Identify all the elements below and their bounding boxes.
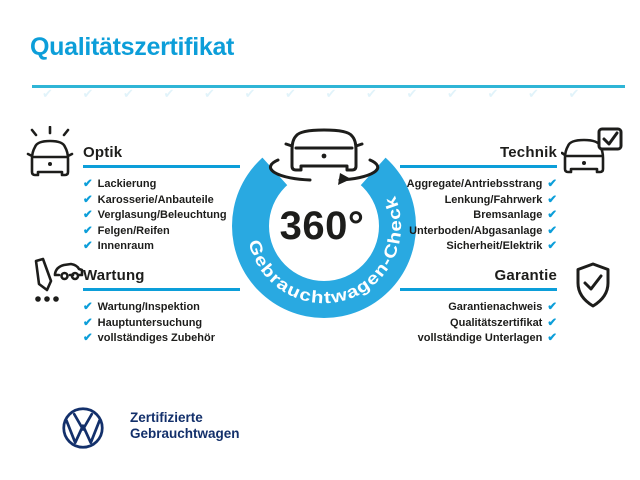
vw-logo xyxy=(61,406,105,450)
degree-label: 360° xyxy=(279,204,365,248)
check-item-label: Lenkung/Fahrwerk xyxy=(444,193,543,206)
check-item xyxy=(83,300,240,316)
section-title-optik: Optik xyxy=(83,144,123,161)
watermark-check-row: ✔ ✔ ✔ ✔ ✔ ✔ ✔ ✔ ✔ ✔ ✔ ✔ ✔ ✔ xyxy=(42,86,580,101)
service-checklist-icon xyxy=(26,257,84,305)
section-technik xyxy=(400,144,557,255)
check-icon: ✔ xyxy=(547,316,557,329)
section-underline-technik xyxy=(400,165,557,168)
check-item-label: vollständige Unterlagen xyxy=(417,332,543,344)
check-item-label: Aggregate/Antriebsstrang xyxy=(406,178,543,190)
check-item xyxy=(400,224,557,240)
check-item-label: Wartung/Inspektion xyxy=(97,301,200,313)
check-item xyxy=(83,177,240,193)
check-item-label: Innenraum xyxy=(97,240,154,252)
brand-claim xyxy=(130,410,240,442)
check-item xyxy=(83,224,240,240)
check-icon: ✔ xyxy=(83,224,93,237)
check-item xyxy=(400,300,557,316)
check-item-label: Qualitätszertifikat xyxy=(450,316,543,329)
check-item xyxy=(83,193,240,209)
check-item-label: Unterboden/Abgasanlage xyxy=(409,224,543,237)
shield-check-icon xyxy=(572,261,614,309)
wartung-item-list xyxy=(83,300,240,347)
section-garantie xyxy=(400,267,557,347)
section-optik xyxy=(83,144,240,255)
check-icon: ✔ xyxy=(83,178,93,190)
section-title-technik: Technik xyxy=(500,144,557,161)
check-item-label: Lackierung xyxy=(97,178,157,190)
check-icon: ✔ xyxy=(83,193,93,206)
section-title-garantie: Garantie xyxy=(494,267,557,284)
check-icon: ✔ xyxy=(83,240,93,252)
check-icon: ✔ xyxy=(83,301,93,313)
section-underline-wartung xyxy=(83,288,240,291)
section-underline-optik xyxy=(83,165,240,168)
section-underline-garantie xyxy=(400,288,557,291)
check-item-label: Sicherheit/Elektrik xyxy=(446,240,543,252)
check-icon: ✔ xyxy=(83,316,93,329)
check-item-label: Felgen/Reifen xyxy=(97,224,170,237)
check-item xyxy=(400,316,557,332)
brand-line-1: Zertifizierte xyxy=(130,410,203,425)
check-item xyxy=(83,316,240,332)
check-item-label: Garantienachweis xyxy=(448,301,543,313)
check-icon: ✔ xyxy=(547,332,557,344)
check-icon: ✔ xyxy=(547,224,557,237)
check-item xyxy=(400,239,557,255)
technik-item-list xyxy=(400,177,557,255)
check-icon: ✔ xyxy=(83,332,93,344)
check-item xyxy=(400,193,557,209)
check-icon: ✔ xyxy=(547,209,557,221)
check-item-label: Hauptuntersuchung xyxy=(97,316,203,329)
optik-item-list xyxy=(83,177,240,255)
check-icon: ✔ xyxy=(547,240,557,252)
check-item xyxy=(400,331,557,347)
check-icon: ✔ xyxy=(547,301,557,313)
brand-line-2: Gebrauchtwagen xyxy=(130,426,240,441)
check-icon: ✔ xyxy=(83,209,93,221)
check-item xyxy=(83,239,240,255)
ring-label: Gebrauchtwagen-Check xyxy=(244,195,406,308)
garantie-item-list xyxy=(400,300,557,347)
check-item xyxy=(400,208,557,224)
check-item-label: Verglasung/Beleuchtung xyxy=(97,209,227,221)
check-icon: ✔ xyxy=(547,178,557,190)
section-title-wartung: Wartung xyxy=(83,267,145,284)
car-checkbox-icon xyxy=(561,127,625,175)
check-item xyxy=(83,331,240,347)
section-wartung xyxy=(83,267,240,347)
check-item-label: Bremsanlage xyxy=(473,209,543,221)
check-item-label: vollständiges Zubehör xyxy=(97,332,215,344)
check-item-label: Karosserie/Anbauteile xyxy=(97,193,214,206)
page-title: Qualitätszertifikat xyxy=(30,33,235,61)
check-icon: ✔ xyxy=(547,193,557,206)
check-item xyxy=(400,177,557,193)
car-shine-icon xyxy=(26,126,74,178)
check-item xyxy=(83,208,240,224)
